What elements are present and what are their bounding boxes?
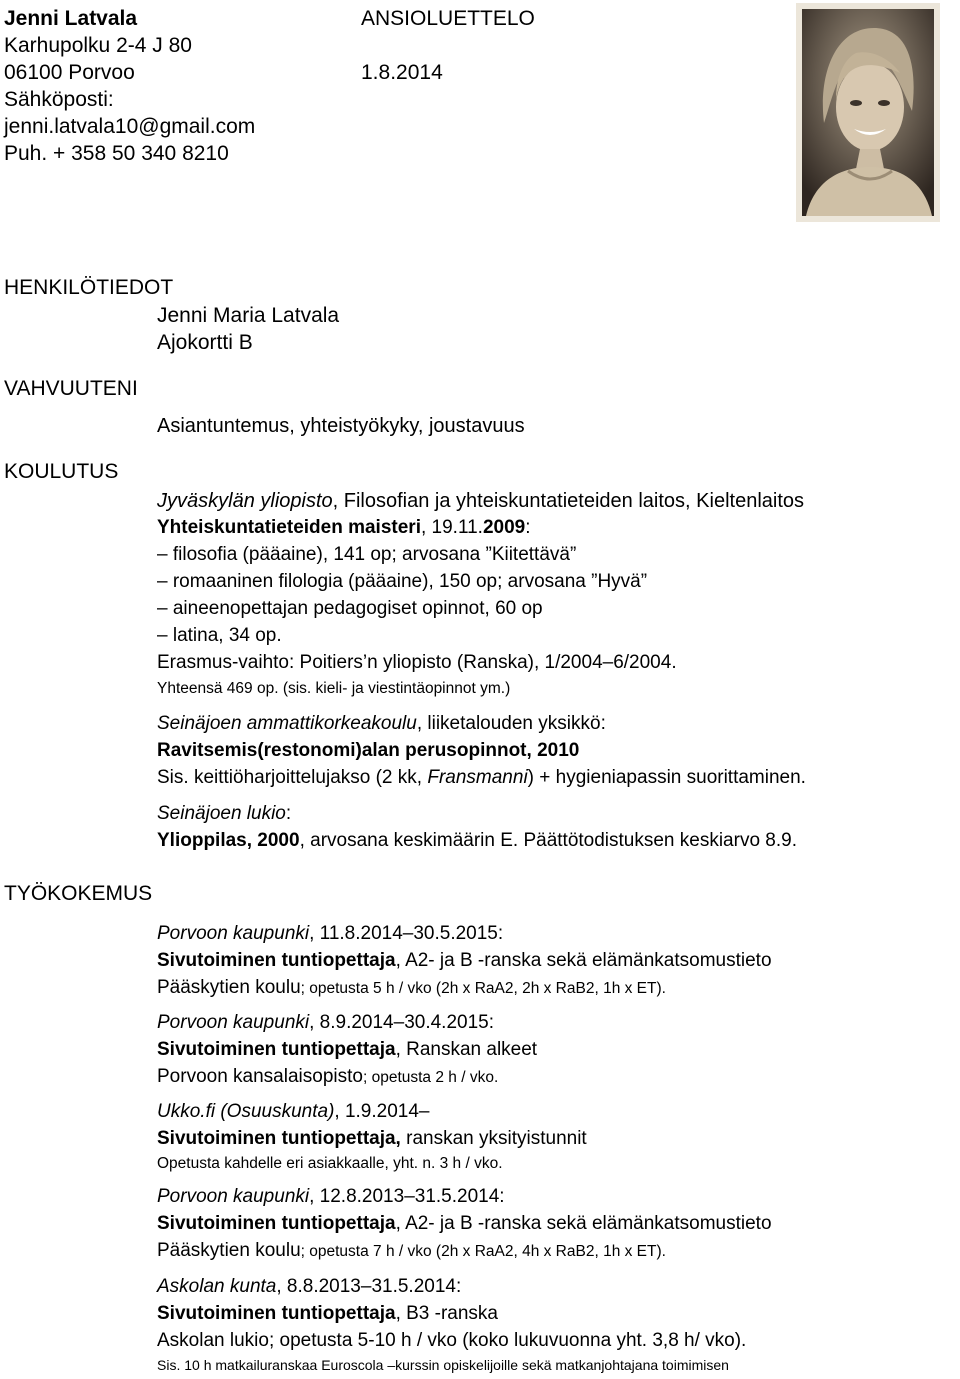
work-title: Sivutoiminen tuntiopettaja [157,1039,396,1060]
education-seamk [157,714,606,733]
email-address: jenni.latvala10@gmail.com [4,115,256,138]
degree-date: , 19.11. [420,517,483,538]
degree-item-1: – filosofia (pääaine), 141 op; arvosana ”Kiitettävä” [157,544,577,565]
work-place: Pääskytien koulu [157,977,301,998]
seamk-name: Seinäjoen ammattikorkeakoulu [157,713,417,734]
seamk-note-place: Fransmanni [427,767,528,788]
erasmus-exchange: Erasmus-vaihto: Poitiers’n yliopisto (Ranska), 1/2004–6/2004. [157,652,677,673]
work-place: Pääskytien koulu [157,1240,301,1261]
work-description: , A2- ja B -ranska sekä elämänkatsomustieto [395,950,772,971]
lukio-name: Seinäjoen lukio [157,803,286,824]
degree-item-4: – latina, 34 op. [157,625,282,646]
work-employer: Porvoon kaupunki [157,1012,310,1033]
document-title: ANSIOLUETTELO [361,7,535,30]
address-line-2: 06100 Porvoo [4,61,135,84]
work-title: Sivutoiminen tuntiopettaja, [157,1128,401,1149]
section-work: TYÖKOKEMUS [4,882,153,905]
seamk-note [157,768,806,787]
work-dates: , 11.8.2014–30.5.2015: [309,923,504,944]
work-description: , B3 -ranska [395,1303,498,1324]
work-dates: , 12.8.2013–31.5.2014: [309,1186,505,1207]
work-note: ; opetusta 2 h / vko. [362,1069,499,1086]
education-degree [157,518,531,537]
work-entry-3-header [157,1102,430,1121]
full-name: Jenni Maria Latvala [157,304,340,327]
work-description: , Ranskan alkeet [395,1039,538,1060]
work-entry-1-header [157,924,503,943]
degree-colon: : [525,517,531,538]
work-title: Sivutoiminen tuntiopettaja [157,950,396,971]
work-entry-5-role [157,1304,498,1323]
lukio-result [157,831,797,850]
degree-title: Yhteiskuntatieteiden maisteri [157,517,421,538]
jyu-department: , Filosofian ja yhteiskuntatieteiden laitos, Kieltenlaitos [332,490,805,512]
work-employer: Porvoon kaupunki [157,923,310,944]
lukio-grades: , arvosana keskimäärin E. Päättötodistuksen keskiarvo 8.9. [299,830,797,851]
work-dates: , 8.8.2013–31.5.2014: [276,1276,462,1297]
portrait-photo [796,3,940,222]
work-description: ranskan yksityistunnit [400,1128,587,1149]
seamk-note-end: ) + hygieniapassin suorittaminen. [527,767,806,788]
work-title: Sivutoiminen tuntiopettaja [157,1303,396,1324]
work-description: , A2- ja B -ranska sekä elämänkatsomustieto [395,1213,772,1234]
email-label: Sähköposti: [4,88,114,111]
address-line-1: Karhupolku 2-4 J 80 [4,34,192,57]
degree-item-2: – romaaninen filologia (pääaine), 150 op; arvosana ”Hyvä” [157,571,648,592]
work-entry-4-place [157,1241,666,1260]
work-entry-2-role [157,1040,537,1059]
work-entry-4-role [157,1214,772,1233]
seamk-note-start: Sis. keittiöharjoittelujakso (2 kk, [157,767,428,788]
work-place: Porvoon kansalaisopisto [157,1066,363,1087]
section-strengths: VAHVUUTENI [4,377,138,400]
work-title: Sivutoiminen tuntiopettaja [157,1213,396,1234]
jyu-name: Jyväskylän yliopisto [157,490,333,512]
strengths-text: Asiantuntemus, yhteistyökyky, joustavuus [157,415,525,437]
section-education: KOULUTUS [4,460,119,483]
education-lukio [157,804,291,823]
work-entry-1-place [157,978,666,997]
seamk-unit: , liiketalouden yksikkö: [416,713,606,734]
work-entry-5-place: Askolan lukio; opetusta 5-10 h / vko (koko lukuvuonna yht. 3,8 h/ vko). [157,1330,747,1351]
work-entry-3-role [157,1129,587,1148]
work-employer: Ukko.fi (Osuuskunta) [157,1101,335,1122]
work-note: ; opetusta 5 h / vko (2h x RaA2, 2h x RaB2, 1h x ET). [300,980,666,997]
work-entry-5-note: Sis. 10 h matkailuranskaa Euroscola –kurssin opiskelijoille sekä matkanjohtajana toimimisen [157,1357,729,1373]
lukio-degree: Ylioppilas, 2000 [157,830,300,851]
work-employer: Askolan kunta [157,1276,277,1297]
work-entry-1-role [157,951,772,970]
work-dates: , 8.9.2014–30.4.2015: [309,1012,494,1033]
degree-item-3: – aineenopettajan pedagogiset opinnot, 60 op [157,598,543,619]
work-entry-5-header [157,1277,461,1296]
work-entry-2-place [157,1067,498,1086]
lukio-colon: : [285,803,292,824]
credits-total: Yhteensä 469 op. (sis. kieli- ja viestintäopinnot ym.) [157,680,511,697]
applicant-name: Jenni Latvala [4,7,138,30]
education-jyu [157,491,804,511]
work-entry-2-header [157,1013,494,1032]
section-personal: HENKILÖTIEDOT [4,276,174,299]
degree-year: 2009 [482,517,526,538]
phone-number: Puh. + 358 50 340 8210 [4,142,229,165]
work-note: ; opetusta 7 h / vko (2h x RaA2, 4h x RaB2, 1h x ET). [300,1243,666,1260]
drivers-license: Ajokortti B [157,331,253,354]
work-employer: Porvoon kaupunki [157,1186,310,1207]
document-date: 1.8.2014 [361,61,443,84]
seamk-studies: Ravitsemis(restonomi)alan perusopinnot, 2010 [157,740,580,761]
work-entry-4-header [157,1187,505,1206]
work-entry-3-note: Opetusta kahdelle eri asiakkaalle, yht. n. 3 h / vko. [157,1155,503,1172]
work-dates: , 1.9.2014– [334,1101,430,1122]
